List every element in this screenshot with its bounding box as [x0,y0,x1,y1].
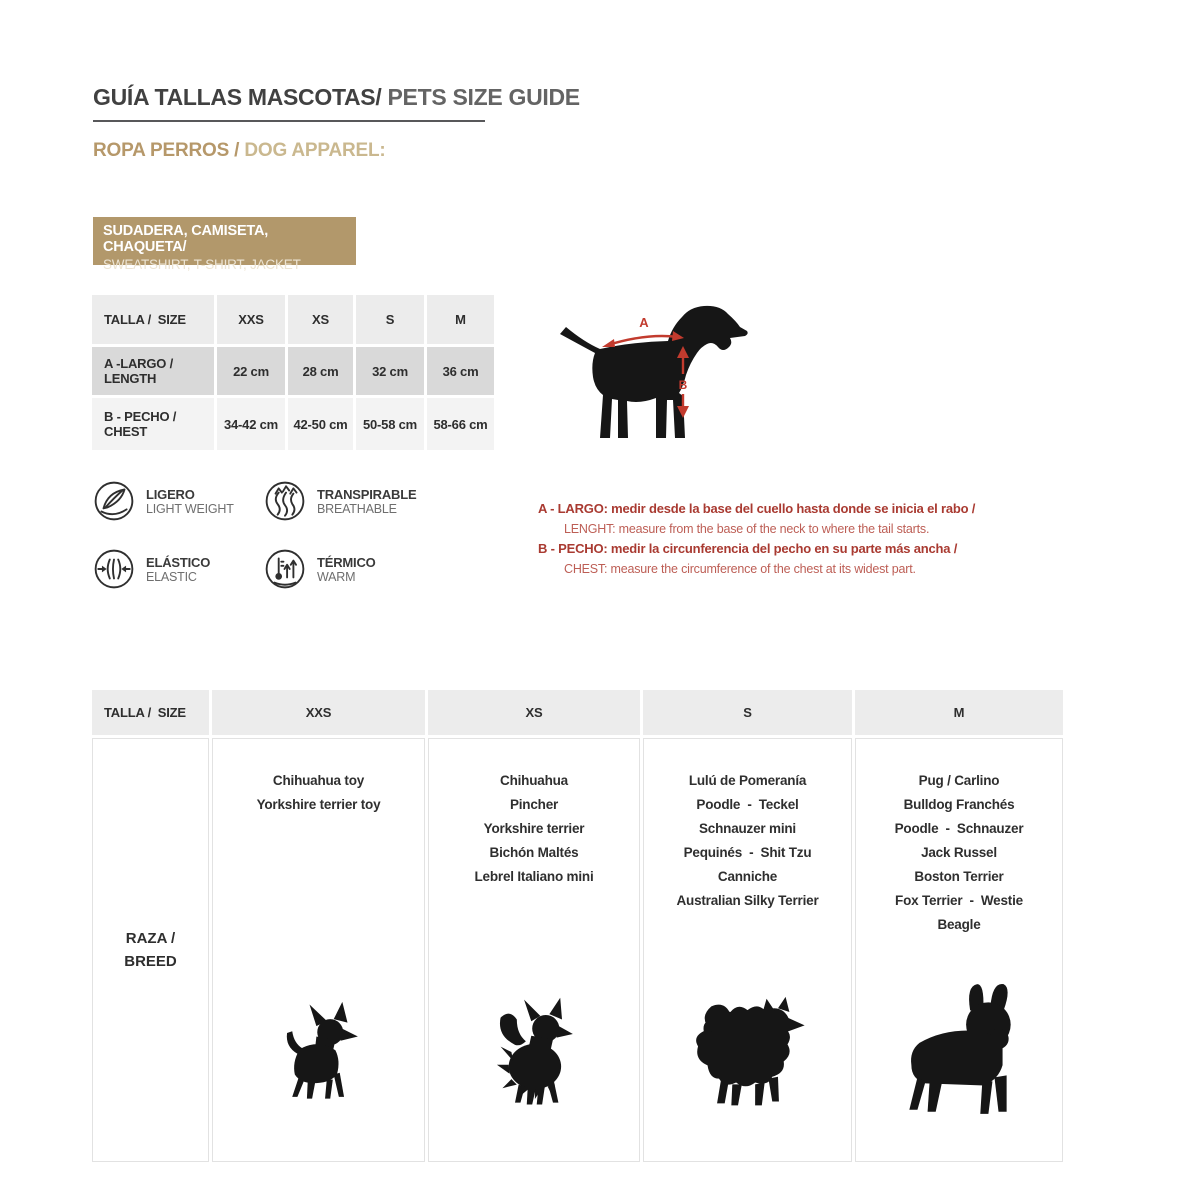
length-xs-value: 28 cm [288,347,353,395]
breed-cell-xs [428,738,640,1162]
feature-lightweight-label-en: LIGHT WEIGHT [146,501,234,516]
feature-thermal-label-es: TÉRMICO [317,554,376,570]
size-measurements-table [92,295,494,450]
breed-cell-s [643,738,852,1162]
breed-header-xxs: XXS [212,690,425,735]
chest-m-value: 58-66 cm [427,398,494,450]
size-table-header-xxs: XXS [217,295,285,344]
note-chest-en: CHEST: measure the circumference of the chest at its widest part. [564,562,916,576]
breathable-icon [264,480,306,522]
breed-row-label [92,738,209,1162]
pomeranian-silhouette [679,993,817,1117]
chest-row-label: B - PECHO / CHEST [92,398,214,450]
size-table-header-xs: XS [288,295,353,344]
breed-item: Pincher [509,797,559,812]
garment-type-badge [93,217,356,272]
feature-lightweight-label-es: LIGERO [146,486,195,502]
breed-item: Chihuahua [500,773,568,788]
breed-item: Lulú de Pomeranía [688,773,807,788]
breed-item: Bulldog Franchés [903,797,1015,812]
longhair-chihuahua-silhouette [475,996,593,1114]
feather-lightweight-icon [93,480,135,522]
breed-cell-m [855,738,1063,1162]
breed-item: Yorkshire terrier [483,821,585,836]
elastic-icon [93,548,135,590]
thermal-icon [264,548,306,590]
breed-item: Poodle - Schnauzer [894,821,1024,836]
breed-item: Pequinés - Shit Tzu [683,845,812,860]
feature-thermal-label-en: WARM [317,569,356,584]
feature-elastic-label-es: ELÁSTICO [146,554,211,570]
subtitle-es: ROPA PERROS / [93,140,245,161]
size-table-header-label: TALLA / SIZE [92,295,214,344]
subtitle-en: DOG APPAREL: [244,140,386,161]
french-bulldog-silhouette [883,980,1035,1127]
breed-header-xs: XS [428,690,640,735]
note-length-en: LENGHT: measure from the base of the neck to where the tail starts. [564,522,930,536]
breed-header-label: TALLA / SIZE [92,690,209,735]
page-title-es: GUÍA TALLAS MASCOTAS/ [93,84,382,110]
length-m-value: 36 cm [427,347,494,395]
note-pecho-es: B - PECHO: medir la circunferencia del pecho en su parte más ancha / [538,541,958,556]
measuring-instructions [538,499,988,579]
breed-item: Poodle - Teckel [696,797,799,812]
breed-list-m [856,739,1062,937]
breed-size-table [92,690,1063,1162]
breed-item: Fox Terrier - Westie [895,893,1023,908]
labrador-silhouette [552,300,752,450]
breed-item: Schnauzer mini [699,821,796,836]
page-title-en: PETS SIZE GUIDE [381,84,580,110]
chihuahua-silhouette [271,1000,366,1109]
breed-item: Bichón Maltés [489,845,579,860]
breed-list-xs [429,739,639,889]
chest-s-value: 50-58 cm [356,398,424,450]
breed-cell-xxs [212,738,425,1162]
breed-list-xxs [213,739,424,817]
feature-elastic [93,548,210,590]
breed-header-m: M [855,690,1063,735]
length-xxs-value: 22 cm [217,347,285,395]
breed-item: Pug / Carlino [918,773,1000,788]
page-title [93,84,580,122]
feature-breathable-label-es: TRANSPIRABLE [317,486,417,502]
feature-breathable-label-en: BREATHABLE [317,501,397,516]
chest-arrow-b [677,346,689,418]
breed-list-s [644,739,851,913]
note-largo-es: A - LARGO: medir desde la base del cuello hasta donde se inicia el rabo / [538,501,976,516]
arrow-b-label: B [678,378,688,392]
feature-thermal [264,548,376,590]
chest-xxs-value: 34-42 cm [217,398,285,450]
measurement-dog-diagram [552,300,752,455]
breed-item: Jack Russel [921,845,997,860]
feature-lightweight [93,480,234,522]
breed-item: Yorkshire terrier toy [256,797,381,812]
breed-item: Chihuahua toy [272,773,365,788]
badge-line-en: SWEATSHIRT, T-SHIRT, JACKET [103,257,301,272]
breed-row-label-en: BREED [124,953,177,970]
section-subtitle [93,140,386,162]
chest-xs-value: 42-50 cm [288,398,353,450]
length-s-value: 32 cm [356,347,424,395]
breed-header-s: S [643,690,852,735]
arrow-a-label: A [639,315,649,330]
breed-item: Australian Silky Terrier [676,893,819,908]
size-table-header-m: M [427,295,494,344]
badge-line-es: SUDADERA, CAMISETA, CHAQUETA/ [103,223,269,255]
size-table-header-s: S [356,295,424,344]
feature-breathable [264,480,416,522]
length-row-label: A -LARGO / LENGTH [92,347,214,395]
feature-elastic-label-en: ELASTIC [146,569,197,584]
breed-item: Canniche [717,869,778,884]
breed-item: Boston Terrier [914,869,1004,884]
breed-item: Lebrel Italiano mini [474,869,594,884]
breed-row-label-es: RAZA / [125,930,176,947]
breed-item: Beagle [937,917,981,932]
